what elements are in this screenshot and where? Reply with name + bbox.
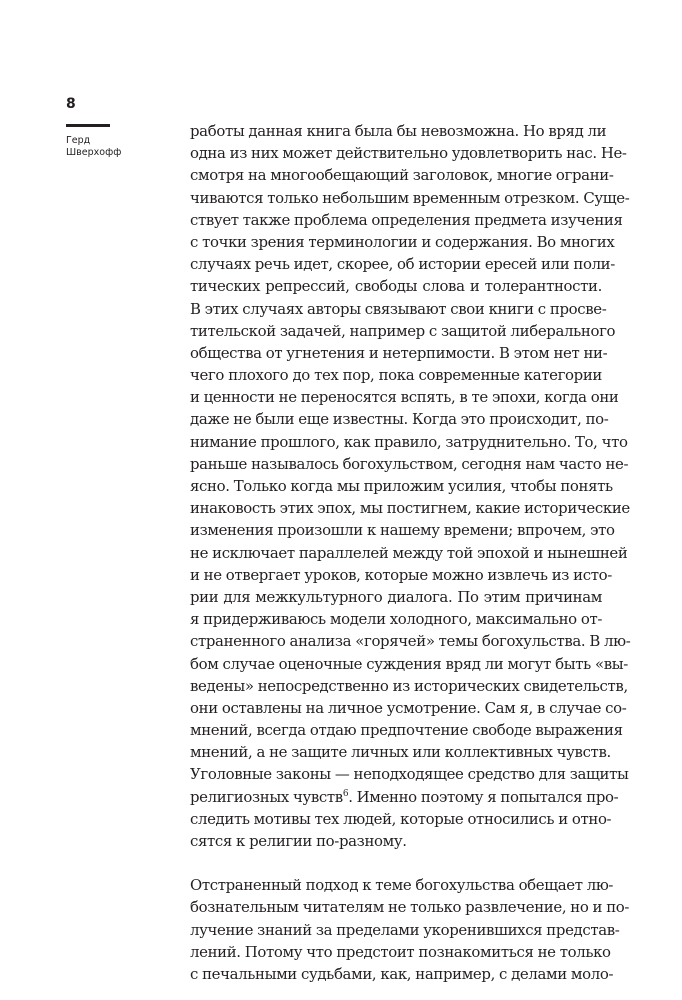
text-line: бом случае оценочные суждения вряд ли могут быть «вы- — [190, 654, 628, 673]
text-line: лений. Потому что предстоит познакомиться не только — [190, 942, 611, 961]
paragraph-1 — [190, 120, 631, 852]
text-line: и ценности не переносятся вспять, в те эпохи, когда они — [190, 388, 619, 407]
text-line: сятся к религии по-разному. — [190, 832, 407, 850]
text-line: изменения произошли к нашему времени; впрочем, это — [190, 521, 615, 540]
text-line: не исключает параллелей между той эпохой и нынешней — [190, 543, 628, 562]
text-line-with-footnote — [190, 786, 619, 808]
text-line: В этих случаях авторы связывают свои книги с просве- — [190, 299, 607, 318]
footnote-reference[interactable]: 6 — [342, 788, 349, 799]
text-line: общества от угнетения и нетерпимости. В этом нет ни- — [190, 343, 608, 362]
text-line: даже не были еще известны. Когда это происходит, по- — [190, 410, 609, 429]
text-line: работы данная книга была бы невозможна. Но вряд ли — [190, 122, 607, 140]
text-line: бознательным читателям не только развлечение, но и по- — [190, 898, 630, 917]
text-line: мнений, а не защите личных или коллективных чувств. — [190, 743, 611, 762]
running-head — [66, 135, 121, 159]
text-line: ведены» непосредственно из исторических свидетельств, — [190, 676, 628, 695]
text-line: тительской задачей, например с защитой либерального — [190, 321, 616, 340]
text-line: чиваются только небольшим временным отрезком. Суще- — [190, 188, 630, 207]
text-line: страненного анализа «горячей» темы богохульства. В лю- — [190, 632, 631, 651]
text-line: они оставлены на личное усмотрение. Сам я, в случае со- — [190, 698, 627, 717]
text-line: лучение знаний за пределами укоренившихся представ- — [190, 920, 620, 939]
text-line: и не отвергает уроков, которые можно извлечь из исто- — [190, 565, 612, 584]
text-line: ясно. Только когда мы приложим усилия, чтобы понять — [190, 477, 613, 495]
text-line: инаковость этих эпох, мы постигнем, какие исторические — [190, 499, 630, 518]
paragraph-gap — [190, 852, 602, 874]
author-first-name: Герд — [66, 135, 91, 146]
footnote-line-after: . Именно поэтому я попытался про- — [348, 787, 619, 806]
text-line: Отстраненный подход к теме богохульства обещает лю- — [190, 876, 614, 895]
footnote-line-before: религиозных чувств — [190, 787, 343, 806]
text-line: ствует также проблема определения предмета изучения — [190, 210, 623, 229]
text-line: Уголовные законы — неподходящее средство для защиты — [190, 765, 629, 784]
text-line: рии для межкультурного диалога. По этим причинам — [190, 587, 602, 606]
paragraph-2 — [190, 874, 630, 985]
header-rule — [66, 124, 110, 127]
text-line: нимание прошлого, как правило, затруднительно. То, что — [190, 432, 628, 451]
text-line: следить мотивы тех людей, которые относились и отно- — [190, 809, 612, 828]
author-last-name: Шверхофф — [66, 147, 122, 158]
text-line: случаях речь идет, скорее, об истории ересей или поли- — [190, 255, 615, 274]
text-line: мнений, всегда отдаю предпочтение свободе выражения — [190, 721, 623, 740]
text-line: раньше называлось богохульством, сегодня нам часто не- — [190, 454, 629, 473]
text-line: я придерживаюсь модели холодного, максимально от- — [190, 610, 603, 629]
page-number: 8 — [66, 96, 76, 112]
text-line: тических репрессий, свободы слова и толерантности. — [190, 277, 602, 296]
text-line: смотря на многообещающий заголовок, многие ограни- — [190, 166, 614, 185]
text-line: с точки зрения терминологии и содержания. Во многих — [190, 232, 615, 251]
text-line: чего плохого до тех пор, пока современные категории — [190, 366, 602, 385]
body-text — [190, 120, 631, 985]
text-line: одна из них может действительно удовлетворить нас. Не- — [190, 144, 627, 163]
text-line: с печальными судьбами, как, например, с делами моло- — [190, 964, 614, 983]
